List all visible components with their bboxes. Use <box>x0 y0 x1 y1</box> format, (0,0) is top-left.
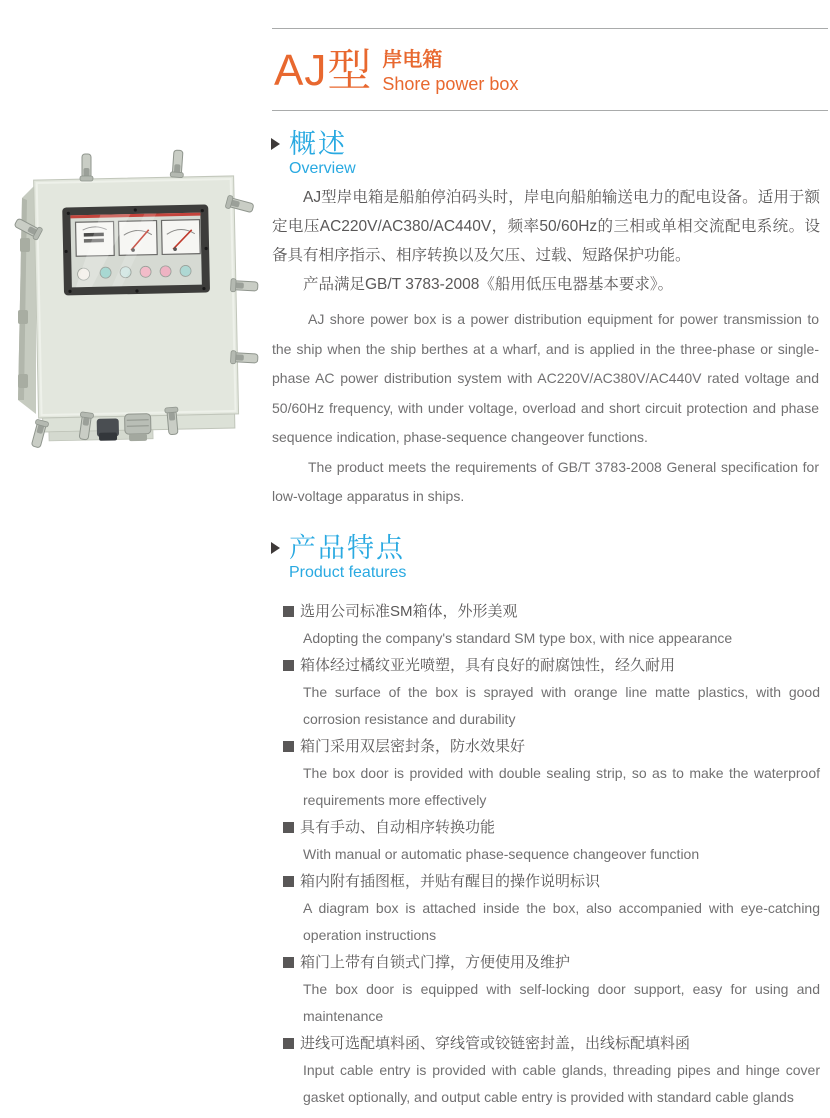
bullet-square-icon <box>283 822 294 833</box>
feature-item-en: With manual or automatic phase-sequence changeover function <box>303 846 700 862</box>
box-side-wall <box>18 184 36 414</box>
cable-gland <box>97 418 119 440</box>
feature-item-en: Input cable entry is provided with cable glands, threading pipes and hinge cover gasket optionally, and output cable entry is provided with standard cable glands <box>303 1062 820 1105</box>
feature-item-zh-text: 具有手动、自动相序转换功能 <box>300 819 496 836</box>
bullet-square-icon <box>283 741 294 752</box>
feature-item <box>272 652 820 733</box>
features-heading-zh: 产品特点 <box>289 533 405 563</box>
meter-window <box>62 204 210 295</box>
feature-item-zh-text: 箱体经过橘纹亚光喷塑，具有良好的耐腐蚀性，经久耐用 <box>300 657 676 674</box>
overview-section-heading <box>271 129 356 178</box>
feature-item-zh <box>272 949 820 976</box>
feature-item-zh-text: 箱门采用双层密封条，防水效果好 <box>300 738 526 755</box>
box-front-face <box>34 176 239 443</box>
feature-item-zh <box>272 733 820 760</box>
feature-item-zh <box>272 814 820 841</box>
feature-item-zh <box>272 1030 820 1057</box>
feature-item-en: The box door is provided with double sealing strip, so as to make the waterproof requirements more effectively <box>303 765 820 808</box>
overview-paragraph-en: The product meets the requirements of GB/T 3783-2008 General specification for low-voltage apparatus in ships. <box>272 458 819 504</box>
product-name-zh: 岸电箱 <box>382 49 443 71</box>
feature-item-zh-text: 选用公司标准SM箱体，外形美观 <box>300 603 518 620</box>
bullet-square-icon <box>283 1038 294 1049</box>
overview-paragraph-en: AJ shore power box is a power distribution equipment for power transmission to the ship when the ship berthes at a wharf, and is applied in the three-phase or single-phase AC power distribution system with AC220V/AC380V/AC440V rated voltage and 50/60Hz frequency, with under voltage, overload and short circuit protection and phase sequence indication, phase-sequence changeover functions. <box>272 311 819 445</box>
feature-item-en: The box door is equipped with self-locking door support, easy for using and maintenance <box>303 981 820 1024</box>
feature-item <box>272 598 820 652</box>
feature-item-zh <box>272 868 820 895</box>
product-name-block <box>382 46 518 95</box>
feature-item-zh-text: 进线可选配填料函、穿线管或铰链密封盖，出线标配填料函 <box>300 1035 691 1052</box>
bullet-square-icon <box>283 876 294 887</box>
product-photo <box>6 142 264 448</box>
feature-item <box>272 733 820 814</box>
feature-item-zh-text: 箱内附有插图框，并贴有醒目的操作说明标识 <box>300 873 601 890</box>
bullet-square-icon <box>283 606 294 617</box>
overview-paragraph-zh: 产品满足GB/T 3783-2008《船用低压电器基本要求》。 <box>303 276 674 293</box>
feature-item-en: Adopting the company's standard SM type box, with nice appearance <box>303 630 733 646</box>
product-title <box>274 46 518 96</box>
feature-item-zh <box>272 598 820 625</box>
bullet-square-icon <box>283 957 294 968</box>
feature-item <box>272 814 820 868</box>
header-divider-bottom <box>272 110 828 111</box>
bullet-square-icon <box>283 660 294 671</box>
feature-item <box>272 868 820 949</box>
section-marker-icon <box>271 138 280 150</box>
overview-paragraphs-en <box>272 305 819 512</box>
feature-item-zh <box>272 652 820 679</box>
feature-item <box>272 949 820 1030</box>
feature-item-zh-text: 箱门上带有自锁式门撑，方便使用及维护 <box>300 954 571 971</box>
feature-item-en: The surface of the box is sprayed with orange line matte plastics, with good corrosion resistance and durability <box>303 684 820 727</box>
feature-item-en: A diagram box is attached inside the box, also accompanied with eye-catching operation instructions <box>303 900 820 943</box>
features-heading-en: Product features <box>289 564 407 581</box>
product-model: AJ型 <box>274 46 373 95</box>
overview-heading-en: Overview <box>289 160 356 177</box>
features-list <box>272 598 820 1111</box>
overview-paragraph-zh: AJ型岸电箱是船舶停泊码头时，岸电向船舶输送电力的配电设备。适用于额定电压AC220V/AC380/AC440V，频率50/60Hz的三相或单相交流配电系统。设备具有相序指示、相序转换以及欠压、过载、短路保护功能。 <box>272 189 820 264</box>
meter-gauge <box>162 220 201 255</box>
features-section-heading <box>271 533 406 582</box>
product-name-en: Shore power box <box>382 74 519 94</box>
feature-item <box>272 1030 820 1111</box>
section-marker-icon <box>271 542 280 554</box>
overview-heading-zh: 概述 <box>289 129 347 159</box>
header-divider-top <box>272 28 828 29</box>
overview-paragraphs-zh <box>272 183 820 299</box>
